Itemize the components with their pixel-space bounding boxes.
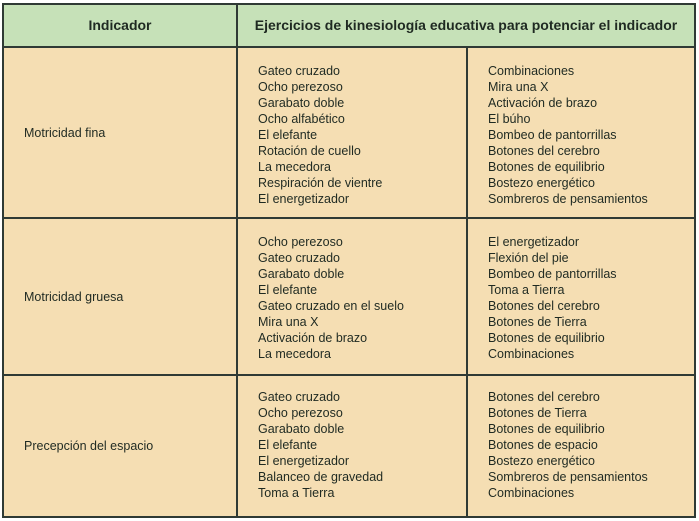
exercise-item: Botones del cerebro [488, 144, 600, 158]
exercise-item: Combinaciones [488, 486, 575, 500]
table-row [4, 376, 694, 516]
exercise-item: El energetizador [488, 235, 580, 249]
exercise-item: Sombreros de pensamientos [488, 470, 648, 484]
exercise-item: Balanceo de gravedad [258, 470, 384, 484]
exercise-item: Activación de brazo [488, 96, 598, 110]
indicator-label: Motricidad fina [24, 125, 106, 140]
exercise-item: Bombeo de pantorrillas [488, 128, 617, 142]
exercise-item: Combinaciones [488, 347, 575, 361]
exercise-item: Gateo cruzado en el suelo [258, 299, 404, 313]
exercise-item: Gateo cruzado [258, 390, 340, 404]
header-indicator: Indicador [88, 17, 152, 33]
exercise-item: La mecedora [258, 347, 331, 361]
table-row [4, 219, 694, 376]
exercise-cell-b [466, 219, 694, 374]
exercise-list [488, 63, 648, 207]
exercise-item: El energetizador [258, 454, 350, 468]
exercise-list [488, 234, 617, 362]
exercise-list [258, 234, 404, 362]
exercise-cell-b [466, 48, 694, 217]
exercise-item: Ocho perezoso [258, 406, 343, 420]
exercise-item: Bostezo energético [488, 454, 596, 468]
exercise-item: Toma a Tierra [258, 486, 335, 500]
table-header [4, 5, 694, 48]
exercise-list [488, 389, 648, 501]
exercise-item: Ocho perezoso [258, 80, 343, 94]
exercise-list [258, 63, 382, 207]
exercise-item: La mecedora [258, 160, 331, 174]
exercise-cell-a [236, 48, 466, 217]
indicator-cell [4, 376, 236, 516]
exercise-item: Botones de equilibrio [488, 160, 605, 174]
indicator-label: Precepción del espacio [24, 439, 154, 453]
exercise-item: Bostezo energético [488, 176, 596, 190]
exercise-item: Rotación de cuello [258, 144, 361, 158]
exercise-item: Combinaciones [488, 64, 575, 78]
exercise-cell-b [466, 376, 694, 516]
exercise-item: Garabato doble [258, 96, 345, 110]
exercise-item: Botones del cerebro [488, 390, 600, 404]
exercise-item: El elefante [258, 438, 318, 452]
exercise-item: Gateo cruzado [258, 251, 340, 265]
exercise-item: Mira una X [488, 80, 549, 94]
exercise-item: El elefante [258, 128, 318, 142]
exercise-item: Botones de equilibrio [488, 422, 605, 436]
exercise-item: Ocho alfabético [258, 112, 345, 126]
exercise-item: Ocho perezoso [258, 235, 343, 249]
table-row [4, 48, 694, 219]
exercise-item: Mira una X [258, 315, 319, 329]
header-exercises: Ejercicios de kinesiología educativa para potenciar el indicador [236, 5, 694, 46]
exercise-item: Activación de brazo [258, 331, 368, 345]
exercise-item: Gateo cruzado [258, 64, 340, 78]
indicator-label: Motricidad gruesa [24, 289, 124, 304]
exercise-item: Botones de Tierra [488, 406, 587, 420]
exercise-item: Respiración de vientre [258, 176, 383, 190]
exercise-item: El búho [488, 112, 531, 126]
exercises-table [2, 3, 696, 518]
exercise-item: El elefante [258, 283, 318, 297]
exercise-cell-a [236, 219, 466, 374]
exercise-item: Sombreros de pensamientos [488, 192, 648, 206]
exercise-item: Flexión del pie [488, 251, 569, 265]
exercise-item: El energetizador [258, 192, 350, 206]
exercise-item: Garabato doble [258, 422, 345, 436]
exercise-item: Garabato doble [258, 267, 345, 281]
indicator-cell [4, 48, 236, 217]
exercise-item: Botones de Tierra [488, 315, 587, 329]
exercise-list [258, 389, 383, 501]
indicator-cell [4, 219, 236, 374]
exercise-item: Botones de equilibrio [488, 331, 605, 345]
exercise-item: Botones de espacio [488, 438, 598, 452]
exercise-item: Toma a Tierra [488, 283, 565, 297]
exercise-cell-a [236, 376, 466, 516]
exercise-item: Bombeo de pantorrillas [488, 267, 617, 281]
exercise-item: Botones del cerebro [488, 299, 600, 313]
